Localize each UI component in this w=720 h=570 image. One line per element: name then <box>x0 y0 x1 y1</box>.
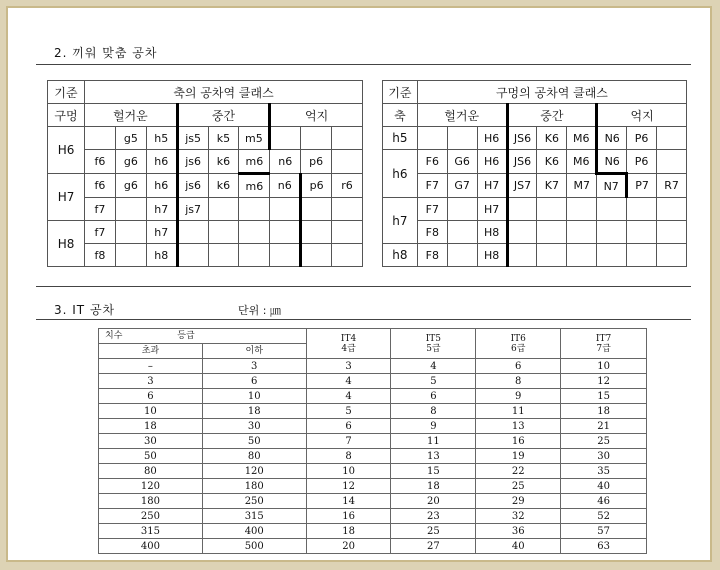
it-cell: 22 <box>476 464 561 479</box>
it-cell: 6 <box>99 389 203 404</box>
fit-cell <box>301 244 332 267</box>
it-cell: 3 <box>306 359 391 374</box>
fit-cell <box>657 198 687 221</box>
grade-sub: 4급 <box>341 343 356 354</box>
fit-cell: h7 <box>146 221 177 244</box>
section-divider <box>36 64 691 65</box>
fit-cell: h8 <box>146 244 177 267</box>
it-cell: 18 <box>202 404 306 419</box>
fit-cell: JS6 <box>507 150 537 174</box>
fit-cell <box>301 198 332 221</box>
fit-cell: JS6 <box>507 127 537 150</box>
fit-cell <box>208 198 239 221</box>
it-cell: 13 <box>391 449 476 464</box>
fit-cell: n6 <box>270 150 301 174</box>
fit-cell <box>239 221 270 244</box>
fit-cell <box>537 221 567 244</box>
fit-cell <box>270 198 301 221</box>
it-cell: 80 <box>202 449 306 464</box>
it-cell: 5 <box>306 404 391 419</box>
fit-cell: N6 <box>597 150 627 174</box>
fit-cell <box>507 221 537 244</box>
it-cell: 180 <box>99 494 203 509</box>
fit-cell <box>627 221 657 244</box>
fit-cell: m6 <box>239 174 270 198</box>
it-cell: 30 <box>202 419 306 434</box>
it-cell: 10 <box>202 389 306 404</box>
it-cell: 25 <box>391 524 476 539</box>
it-cell: 63 <box>561 539 647 554</box>
fit-cell <box>627 198 657 221</box>
fit-cell: h6 <box>146 150 177 174</box>
it-cell: 20 <box>306 539 391 554</box>
fit-cell <box>657 221 687 244</box>
fit-cell: h6 <box>146 174 177 198</box>
fit-cell <box>270 221 301 244</box>
fit-cell: K6 <box>537 150 567 174</box>
it-cell: 4 <box>391 359 476 374</box>
it-cell: 50 <box>202 434 306 449</box>
it-cell: 6 <box>202 374 306 389</box>
upto-header: 이하 <box>202 344 306 359</box>
fit-cell <box>567 221 597 244</box>
it-cell: 4 <box>306 374 391 389</box>
fit-cell: m6 <box>239 150 270 174</box>
it-table-row <box>99 479 647 494</box>
it-cell: 35 <box>561 464 647 479</box>
it-cell: 25 <box>476 479 561 494</box>
it-cell: 19 <box>476 449 561 464</box>
row-label-h7: h7 <box>383 198 418 244</box>
fit-cell <box>657 244 687 267</box>
it-table-row <box>99 524 647 539</box>
fit-cell <box>507 244 537 267</box>
fit-cell <box>301 127 332 150</box>
it-cell: 57 <box>561 524 647 539</box>
row-label-H7: H7 <box>48 174 85 221</box>
fit-cell: k5 <box>208 127 239 150</box>
it-cell: 18 <box>306 524 391 539</box>
it-cell: 315 <box>99 524 203 539</box>
it-table-row <box>99 374 647 389</box>
hole-fit-table <box>382 80 687 267</box>
it-cell: 10 <box>306 464 391 479</box>
it-cell: 10 <box>561 359 647 374</box>
fit-cell <box>208 221 239 244</box>
fit-cell: H7 <box>477 174 507 198</box>
fit-cell <box>177 221 208 244</box>
fit-cell: js5 <box>177 127 208 150</box>
fit-cell: P6 <box>627 127 657 150</box>
it-cell: 315 <box>202 509 306 524</box>
it-cell: 80 <box>99 464 203 479</box>
fit-cell <box>597 198 627 221</box>
it-cell: 250 <box>99 509 203 524</box>
it-cell: 40 <box>561 479 647 494</box>
it-cell: 50 <box>99 449 203 464</box>
fit-cell: P7 <box>627 174 657 198</box>
it-cell: 12 <box>306 479 391 494</box>
it-cell: 11 <box>476 404 561 419</box>
size-label: 치수 <box>105 331 123 341</box>
fit-cell <box>177 244 208 267</box>
fit-cell: F8 <box>417 221 447 244</box>
fit-cell: h7 <box>146 198 177 221</box>
fit-cell <box>332 150 363 174</box>
left-group-transition: 중간 <box>177 104 270 127</box>
fit-cell: f7 <box>85 221 116 244</box>
fit-cell <box>567 244 597 267</box>
it-cell: 6 <box>306 419 391 434</box>
grade-name: IT4 <box>340 333 357 344</box>
document-body <box>36 30 686 552</box>
it-cell: 18 <box>99 419 203 434</box>
it-table-row <box>99 404 647 419</box>
it-cell: 21 <box>561 419 647 434</box>
it-table-row <box>99 464 647 479</box>
fit-cell: M6 <box>567 127 597 150</box>
it-cell: 15 <box>561 389 647 404</box>
grade-col-it6 <box>476 329 561 359</box>
it-cell: 120 <box>202 464 306 479</box>
fit-cell <box>597 244 627 267</box>
it-cell: 6 <box>391 389 476 404</box>
fit-cell: js7 <box>177 198 208 221</box>
fit-cell <box>270 127 301 150</box>
fit-cell: JS7 <box>507 174 537 198</box>
row-label-H6: H6 <box>48 127 85 174</box>
fit-cell: K7 <box>537 174 567 198</box>
it-cell: 8 <box>391 404 476 419</box>
fit-cell: K6 <box>537 127 567 150</box>
grade-sub: 7급 <box>596 343 611 354</box>
fit-cell <box>507 198 537 221</box>
fit-cell <box>657 127 687 150</box>
section-3-title: 3. IT 공차 <box>54 303 116 317</box>
it-cell: 9 <box>391 419 476 434</box>
fit-cell: H8 <box>477 221 507 244</box>
fit-cell <box>332 127 363 150</box>
fit-cell: G7 <box>447 174 477 198</box>
fit-cell <box>447 244 477 267</box>
it-cell: 6 <box>476 359 561 374</box>
fit-cell <box>239 244 270 267</box>
it-table-row <box>99 539 647 554</box>
row-label-h8: h8 <box>383 244 418 267</box>
it-cell: 29 <box>476 494 561 509</box>
it-cell: 23 <box>391 509 476 524</box>
it-cell: – <box>99 359 203 374</box>
fit-cell: M7 <box>567 174 597 198</box>
it-table-row <box>99 389 647 404</box>
right-group-interference: 억지 <box>597 104 687 127</box>
fit-cell: p6 <box>301 150 332 174</box>
fit-cell: F7 <box>417 174 447 198</box>
over-header: 초과 <box>99 344 203 359</box>
fit-cell: r6 <box>332 174 363 198</box>
fit-cell: R7 <box>657 174 687 198</box>
fit-cell: g6 <box>115 150 146 174</box>
fit-cell: N7 <box>597 174 627 198</box>
it-cell: 16 <box>306 509 391 524</box>
it-cell: 4 <box>306 389 391 404</box>
fit-cell: f7 <box>85 198 116 221</box>
left-group-clearance: 헐거운 <box>85 104 178 127</box>
it-table-row <box>99 494 647 509</box>
fit-cell <box>627 244 657 267</box>
fit-cell <box>270 244 301 267</box>
shaft-label: 축 <box>383 104 418 127</box>
grade-sub: 5급 <box>426 343 441 354</box>
left-group-interference: 억지 <box>270 104 363 127</box>
grade-col-it7 <box>561 329 647 359</box>
fit-cell: F7 <box>417 198 447 221</box>
it-cell: 32 <box>476 509 561 524</box>
grade-name: IT6 <box>510 333 526 344</box>
it-cell: 250 <box>202 494 306 509</box>
it-table-row <box>99 449 647 464</box>
grade-col-it4 <box>306 329 391 359</box>
it-cell: 11 <box>391 434 476 449</box>
hole-label: 구멍 <box>48 104 85 127</box>
it-cell: 400 <box>202 524 306 539</box>
fit-cell: M6 <box>567 150 597 174</box>
fit-cell <box>537 198 567 221</box>
basis-label: 기준 <box>383 81 418 104</box>
it-cell: 8 <box>476 374 561 389</box>
it-cell: 18 <box>561 404 647 419</box>
fit-cell <box>597 221 627 244</box>
fit-cell: H7 <box>477 198 507 221</box>
it-cell: 30 <box>99 434 203 449</box>
fit-cell <box>447 198 477 221</box>
basis-label: 기준 <box>48 81 85 104</box>
fit-cell: k6 <box>208 150 239 174</box>
fit-cell <box>115 221 146 244</box>
it-cell: 3 <box>99 374 203 389</box>
it-cell: 500 <box>202 539 306 554</box>
shaft-fit-table <box>47 80 363 267</box>
fit-cell: m5 <box>239 127 270 150</box>
it-cell: 13 <box>476 419 561 434</box>
fit-cell: p6 <box>301 174 332 198</box>
right-group-clearance: 헐거운 <box>417 104 507 127</box>
it-cell: 3 <box>202 359 306 374</box>
it-cell: 15 <box>391 464 476 479</box>
fit-cell <box>301 221 332 244</box>
fit-cell <box>657 150 687 174</box>
fit-cell <box>447 127 477 150</box>
it-cell: 16 <box>476 434 561 449</box>
fit-cell: js6 <box>177 150 208 174</box>
fit-cell: k6 <box>208 174 239 198</box>
left-header: 축의 공차역 클래스 <box>85 81 363 104</box>
grade-name: IT7 <box>595 333 612 344</box>
fit-cell <box>208 244 239 267</box>
it-cell: 400 <box>99 539 203 554</box>
it-table-row <box>99 419 647 434</box>
fit-cell: G6 <box>447 150 477 174</box>
it-cell: 20 <box>391 494 476 509</box>
it-cell: 30 <box>561 449 647 464</box>
it-cell: 180 <box>202 479 306 494</box>
it-cell: 46 <box>561 494 647 509</box>
section-2-title: 2. 끼워 맞춤 공차 <box>54 46 158 60</box>
fit-cell: N6 <box>597 127 627 150</box>
fit-cell <box>115 198 146 221</box>
it-cell: 25 <box>561 434 647 449</box>
fit-cell: f8 <box>85 244 116 267</box>
grade-name: IT5 <box>425 333 442 344</box>
it-cell: 18 <box>391 479 476 494</box>
fit-cell <box>332 244 363 267</box>
fit-cell <box>567 198 597 221</box>
it-cell: 9 <box>476 389 561 404</box>
fit-cell: F6 <box>417 150 447 174</box>
fit-cell: js6 <box>177 174 208 198</box>
it-cell: 5 <box>391 374 476 389</box>
unit-label: 단위 : ㎛ <box>238 304 281 317</box>
fit-cell: H6 <box>477 127 507 150</box>
fit-cell: H8 <box>477 244 507 267</box>
fit-cell <box>417 127 447 150</box>
grade-sub: 6급 <box>511 343 526 354</box>
fit-cell: n6 <box>270 174 301 198</box>
it-table-row <box>99 509 647 524</box>
right-header: 구멍의 공차역 클래스 <box>417 81 686 104</box>
fit-cell: h5 <box>146 127 177 150</box>
fit-cell <box>537 244 567 267</box>
it-cell: 8 <box>306 449 391 464</box>
fit-cell <box>332 221 363 244</box>
size-grade-header <box>99 329 307 344</box>
fit-cell: f6 <box>85 150 116 174</box>
it-table-row <box>99 359 647 374</box>
it-table-row <box>99 434 647 449</box>
fit-cell <box>332 198 363 221</box>
it-cell: 7 <box>306 434 391 449</box>
it-cell: 40 <box>476 539 561 554</box>
fit-cell <box>115 244 146 267</box>
right-group-transition: 중간 <box>507 104 597 127</box>
it-cell: 36 <box>476 524 561 539</box>
fit-cell: H6 <box>477 150 507 174</box>
it-tolerance-table <box>98 328 647 554</box>
fit-cell: F8 <box>417 244 447 267</box>
fit-cell <box>447 221 477 244</box>
it-cell: 10 <box>99 404 203 419</box>
it-cell: 12 <box>561 374 647 389</box>
it-cell: 52 <box>561 509 647 524</box>
grade-col-it5 <box>391 329 476 359</box>
it-cell: 120 <box>99 479 203 494</box>
fit-cell: g5 <box>115 127 146 150</box>
fit-cell <box>239 198 270 221</box>
grade-label: 등급 <box>177 331 195 341</box>
fit-cell: P6 <box>627 150 657 174</box>
fit-cell <box>85 127 116 150</box>
row-label-h6: h6 <box>383 150 418 198</box>
section-divider <box>36 286 691 287</box>
row-label-h5: h5 <box>383 127 418 150</box>
section-divider <box>36 319 691 320</box>
row-label-H8: H8 <box>48 221 85 267</box>
it-cell: 14 <box>306 494 391 509</box>
it-cell: 27 <box>391 539 476 554</box>
fit-cell: g6 <box>115 174 146 198</box>
page-frame <box>6 6 712 562</box>
fit-cell: f6 <box>85 174 116 198</box>
